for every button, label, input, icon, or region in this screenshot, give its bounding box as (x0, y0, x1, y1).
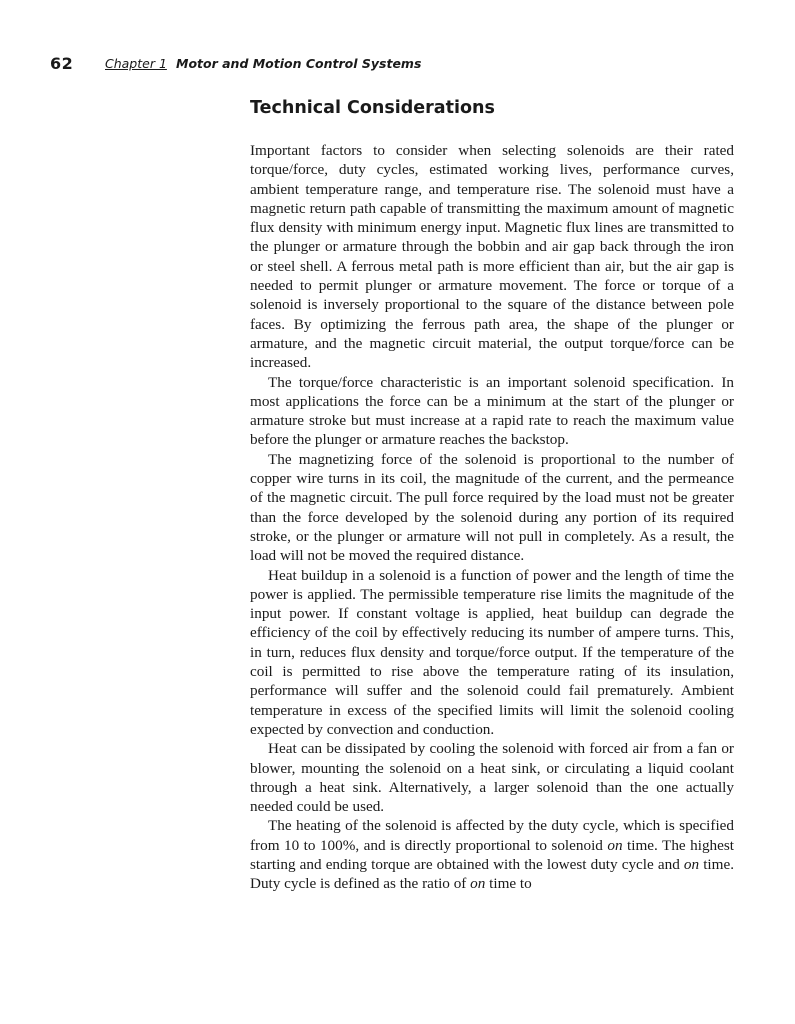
page-number: 62 (50, 54, 74, 73)
section-heading: Technical Considerations (250, 98, 495, 118)
chapter-title: Motor and Motion Control Systems (176, 56, 422, 71)
paragraph-2: The torque/force characteristic is an important solenoid specification. In most applications the force can be a minimum at the start of the plunger or armature stroke but must increase at a rapid rate to reach the maximum value before the plunger or armature reaches the backstop. (250, 373, 734, 449)
paragraph-6-text: time to (485, 875, 532, 893)
paragraph-6 (250, 816, 734, 893)
paragraph-5: Heat can be dissipated by cooling the solenoid with forced air from a fan or blower, mounting the solenoid on a heat sink, or circulating a liquid coolant through a heat sink. Alternatively, a larger solenoid than the one actually needed could be used. (250, 740, 734, 816)
running-header (50, 54, 750, 74)
paragraph-6-text: time. The highest starting and ending torque are obtained with the lowest duty cycle and (250, 836, 735, 873)
paragraph-3: The magnetizing force of the solenoid is proportional to the number of copper wire turns in its coil, the magnitude of the current, and the permeance of the magnetic circuit. The pull force required by the load must not be greater than the force developed by the solenoid during any portion of its required stroke, or the plunger or armature will not pull in completely. As a result, the load will not be moved the required distance. (250, 450, 734, 565)
emphasis-on: on (470, 875, 486, 893)
emphasis-on: on (683, 855, 700, 873)
paragraph-6-text: The heating of the solenoid is affected by the duty cycle, which is specified from 10 to 100%, and is directly proportional to solenoid (250, 817, 734, 854)
chapter-label: Chapter 1 (105, 56, 167, 71)
paragraph-1: Important factors to consider when selecting solenoids are their rated torque/force, duty cycles, estimated working lives, performance curves, ambient temperature range, and temperature rise. The solenoid must have a magnetic return path capable of transmitting the maximum amount of magnetic flux density with minimum energy input. Magnetic flux lines are transmitted to the plunger or armature through the bobbin and air gap back through the iron or steel shell. A ferrous metal path is more efficient than air, but the air gap is needed to permit plunger or armature movement. The force or torque of a solenoid is inversely proportional to the square of the distance between pole faces. By optimizing the ferrous path area, the shape of the plunger or armature, and the magnetic circuit material, the output torque/force can be increased. (250, 142, 734, 372)
emphasis-on: on (607, 836, 623, 854)
body-text (250, 141, 734, 894)
paragraph-6-text: time. Duty cycle is defined as the ratio of (250, 855, 734, 893)
paragraph-4: Heat buildup in a solenoid is a function of power and the length of time the power is applied. The permissible temperature rise limits the magnitude of the input power. If constant voltage is applied, heat buildup can degrade the efficiency of the coil by effectively reducing its number of ampere turns. This, in turn, reduces flux density and torque/force output. If the temperature of the coil is permitted to rise above the temperature rating of its insulation, performance will suffer and the solenoid could fail prematurely. Ambient temperature in excess of the specified limits will limit the solenoid cooling expected by convection and conduction. (250, 566, 734, 738)
